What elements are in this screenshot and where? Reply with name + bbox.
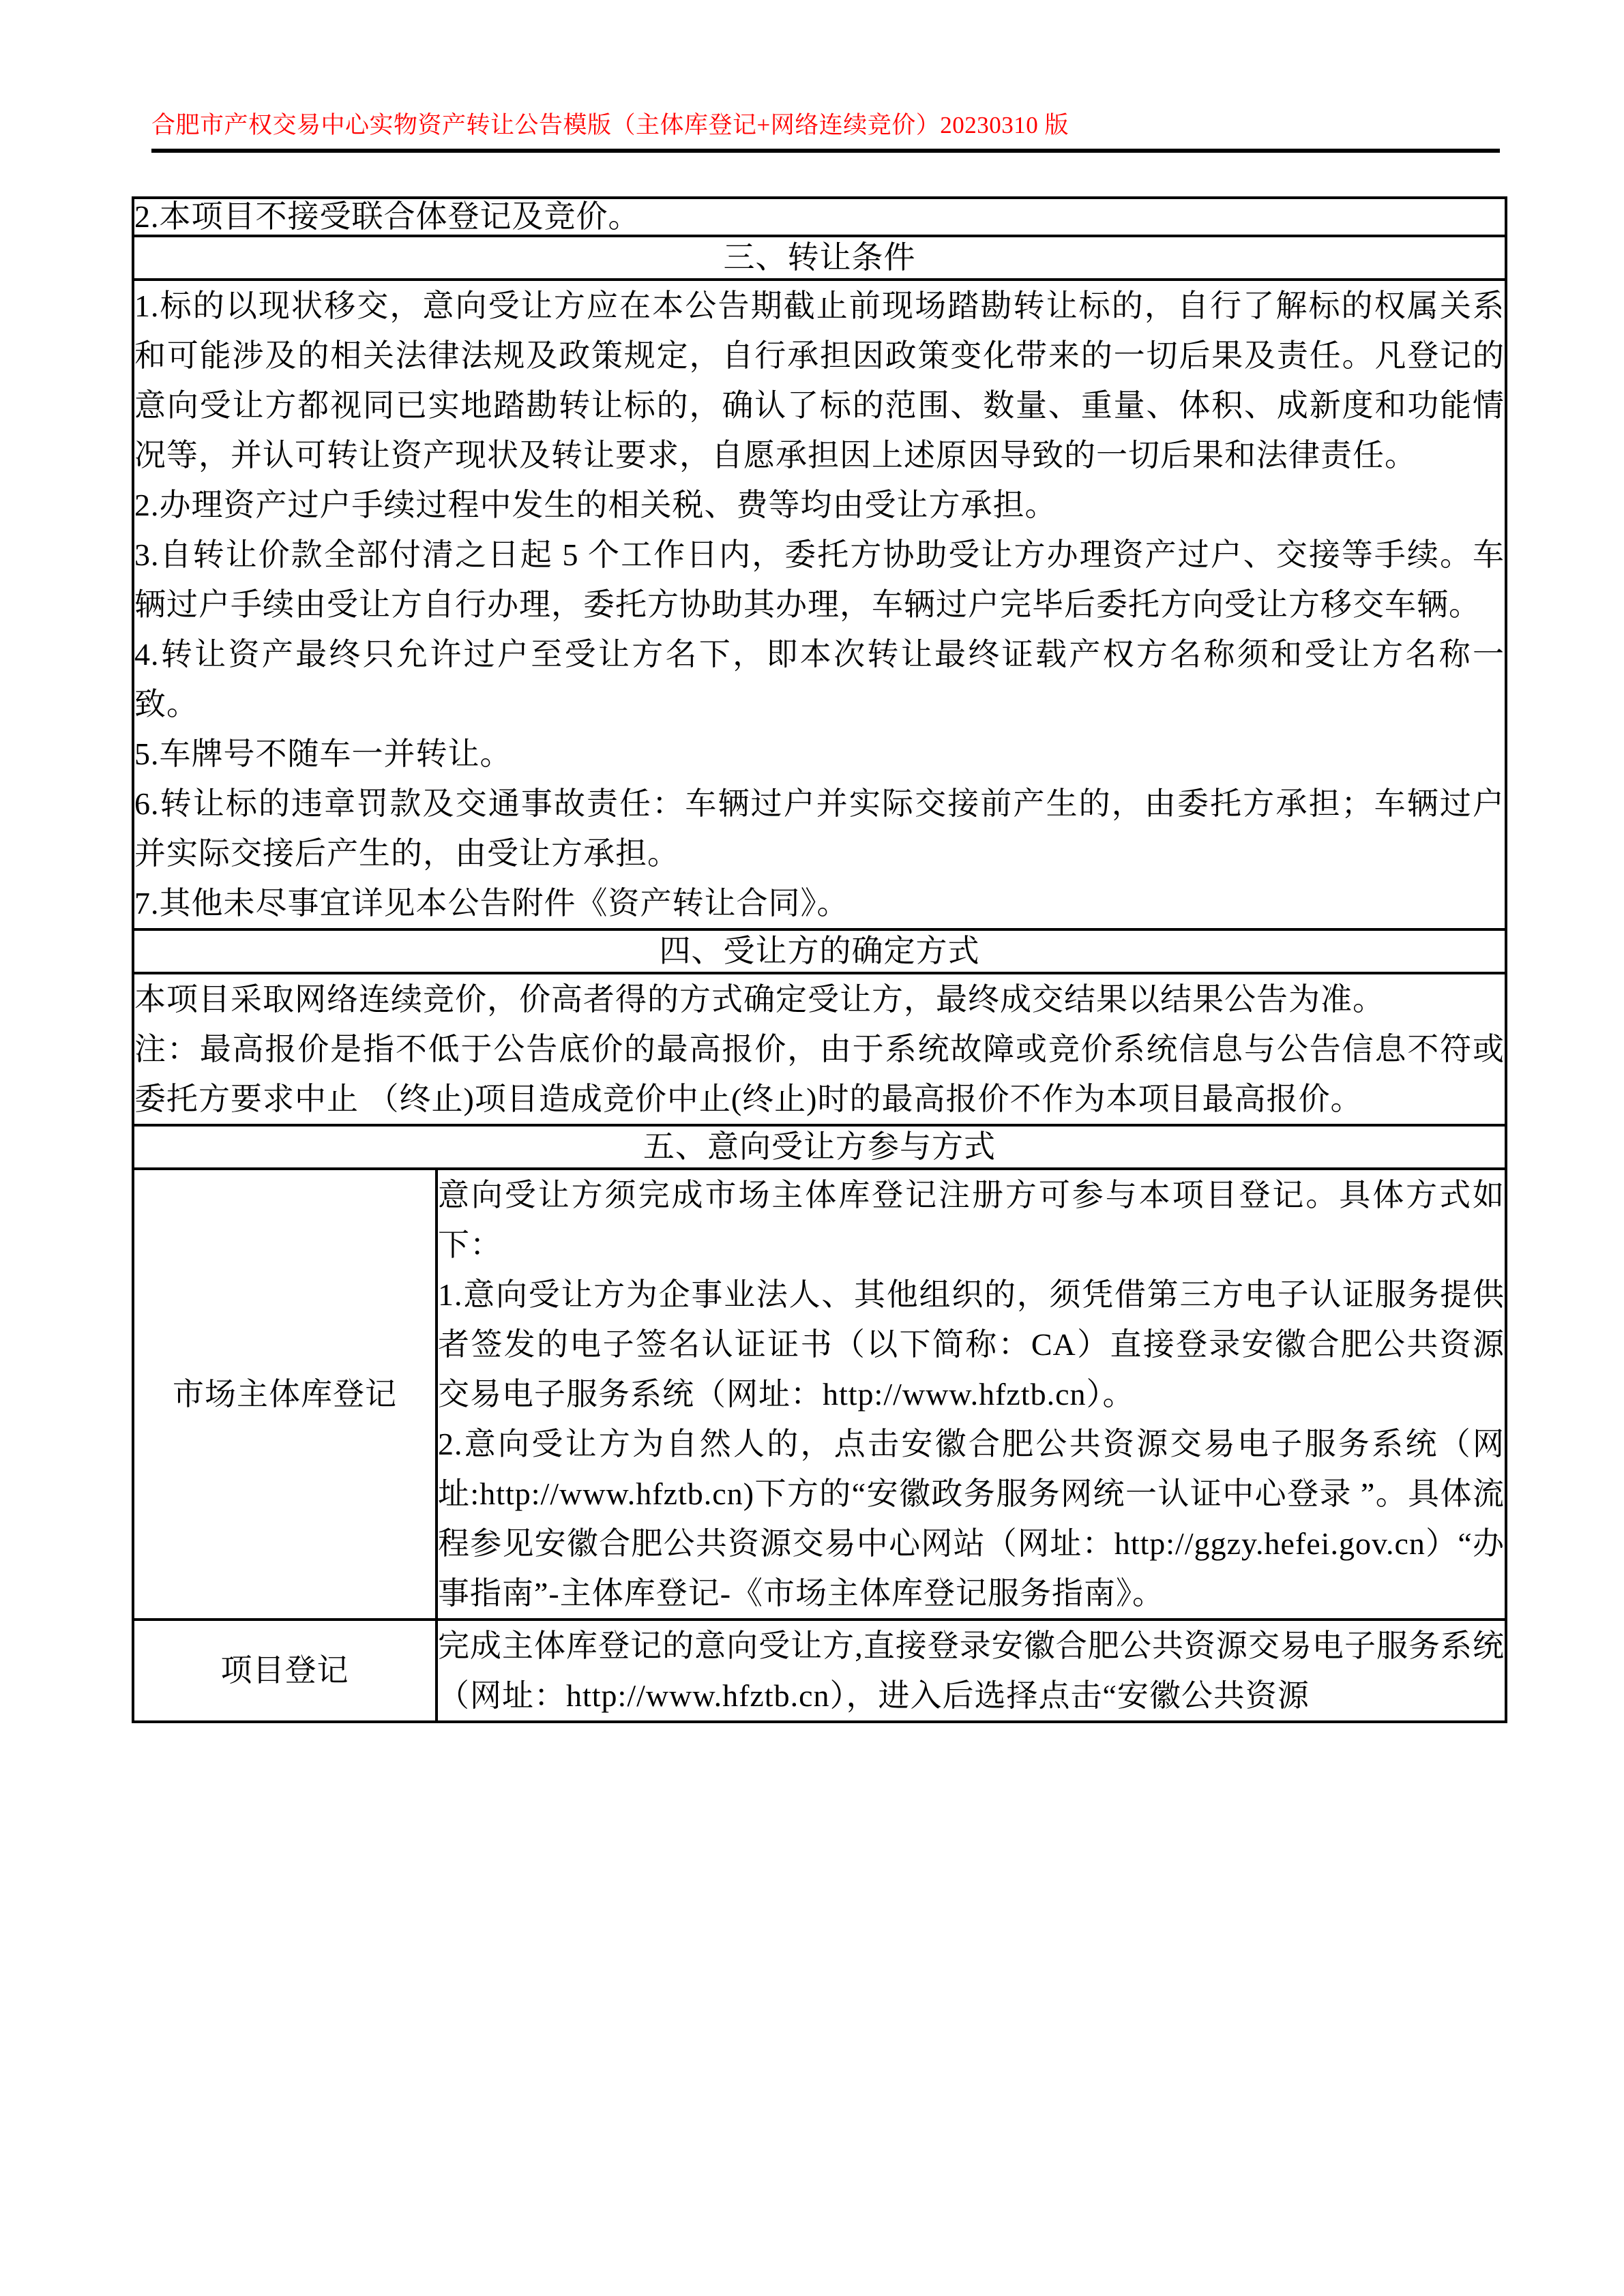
- document-header-title: 合肥市产权交易中心实物资产转让公告模版（主体库登记+网络连续竞价）20230310 版: [151, 111, 1500, 153]
- registration-paragraph: 1.意向受让方为企事业法人、其他组织的，须凭借第三方电子认证服务提供者签发的电子签名认证证书（以下简称：CA）直接登录安徽合肥公共资源交易电子服务系统（网址：http://www.hfztb.cn）。: [438, 1277, 1505, 1412]
- market-entity-registration-cell: [437, 1169, 1506, 1620]
- table-row: [133, 280, 1506, 929]
- registration-paragraph: 意向受让方须完成市场主体库登记注册方可参与本项目登记。具体方式如下：: [438, 1178, 1505, 1262]
- transfer-conditions-cell: [133, 280, 1506, 929]
- table-row: [133, 1620, 1506, 1722]
- joint-bid-clause: 2.本项目不接受联合体登记及竞价。: [133, 198, 1506, 236]
- condition-item: 3.自转让价款全部付清之日起 5 个工作日内，委托方协助受让方办理资产过户、交接等手续。车辆过户手续由受让方自行办理，委托方协助其办理，车辆过户完毕后委托方向受让方移交车辆。: [134, 537, 1505, 622]
- condition-item: 1.标的以现状移交，意向受让方应在本公告期截止前现场踏勘转让标的，自行了解标的权属关系和可能涉及的相关法律法规及政策规定，自行承担因政策变化带来的一切后果及责任。凡登记的意向受让方都视同已实地踏勘转让标的，确认了标的范围、数量、重量、体积、成新度和功能情况等，并认可转让资产现状及转让要求，自愿承担因上述原因导致的一切后果和法律责任。: [134, 288, 1505, 473]
- determination-method-cell: [133, 973, 1506, 1125]
- section-title-determination-method: 四、受让方的确定方式: [133, 929, 1506, 973]
- condition-item: 4.转让资产最终只允许过户至受让方名下，即本次转让最终证载产权方名称须和受让方名称一致。: [134, 637, 1505, 721]
- condition-item: 2.办理资产过户手续过程中发生的相关税、费等均由受让方承担。: [134, 488, 1057, 522]
- table-row: [133, 1169, 1506, 1620]
- table-row: [133, 236, 1506, 280]
- row-label-project-registration: 项目登记: [133, 1620, 437, 1722]
- section-title-transfer-conditions: 三、转让条件: [133, 236, 1506, 280]
- project-registration-paragraph: 完成主体库登记的意向受让方,直接登录安徽合肥公共资源交易电子服务系统（网址：http://www.hfztb.cn），进入后选择点击“安徽公共资源: [438, 1628, 1505, 1713]
- table-row: [133, 198, 1506, 236]
- row-label-market-entity-registration: 市场主体库登记: [133, 1169, 437, 1620]
- determination-note: 注：最高报价是指不低于公告底价的最高报价，由于系统故障或竞价系统信息与公告信息不符或委托方要求中止 （终止)项目造成竞价中止(终止)时的最高报价不作为本项目最高报价。: [134, 1032, 1505, 1116]
- table-row: [133, 973, 1506, 1125]
- condition-item: 7.其他未尽事宜详见本公告附件《资产转让合同》。: [134, 886, 849, 921]
- registration-paragraph: 2.意向受让方为自然人的，点击安徽合肥公共资源交易电子服务系统（网址:http://www.hfztb.cn)下方的“安徽政务服务网统一认证中心登录 ”。具体流程参见安徽合肥公共资源交易中心网站（网址：http://ggzy.hefei.gov.cn）“办事指南”-主体库登记-《市场主体库登记服务指南》。: [438, 1427, 1505, 1611]
- condition-item: 6.转让标的违章罚款及交通事故责任：车辆过户并实际交接前产生的，由委托方承担；车辆过户并实际交接后产生的，由受让方承担。: [134, 786, 1505, 871]
- table-row: [133, 929, 1506, 973]
- condition-item: 5.车牌号不随车一并转让。: [134, 736, 512, 771]
- announcement-table: [132, 196, 1507, 1723]
- section-title-participation-method: 五、意向受让方参与方式: [133, 1125, 1506, 1169]
- determination-paragraph: 本项目采取网络连续竞价，价高者得的方式确定受让方，最终成交结果以结果公告为准。: [134, 982, 1385, 1017]
- table-row: [133, 1125, 1506, 1169]
- project-registration-cell: [437, 1620, 1506, 1722]
